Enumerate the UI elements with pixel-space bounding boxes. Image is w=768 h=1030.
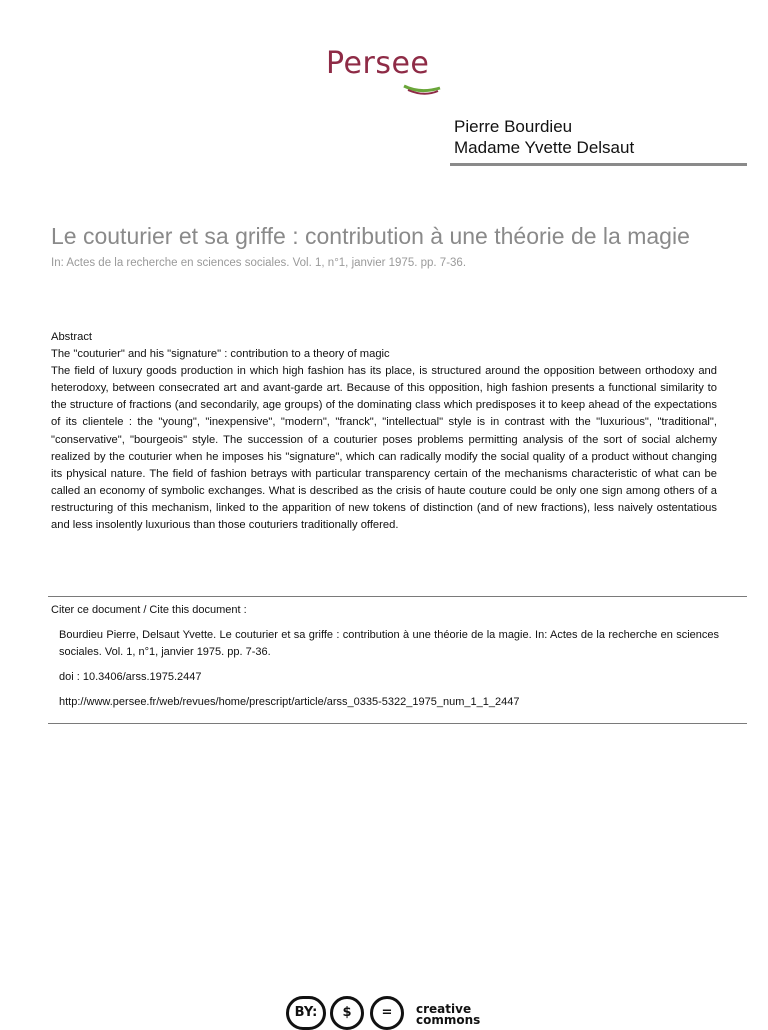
cc-nc-icon: $ (330, 996, 364, 1030)
author-name: Pierre Bourdieu (454, 117, 573, 136)
article-source: In: Actes de la recherche en sciences sociales. Vol. 1, n°1, janvier 1975. pp. 7-36. (51, 257, 467, 269)
creative-commons-license[interactable] (286, 996, 486, 1027)
abstract-subtitle: The "couturier" and his "signature" : contribution to a theory of magic (51, 348, 390, 361)
cc-wordmark-line: creative (416, 1002, 472, 1016)
citation-url[interactable]: http://www.persee.fr/web/revues/home/prescript/article/arss_0335-5322_1975_num_1_1_2447 (59, 696, 520, 708)
author-list (454, 116, 634, 158)
author-divider (450, 163, 747, 166)
persee-logo[interactable] (320, 44, 450, 100)
citation-top-divider (48, 596, 747, 597)
abstract-body: The field of luxury goods production in which high fashion has its place, is structured around the opposition between orthodoxy and heterodoxy, between consecrated art and avant-garde art. Because of this opposition, high fashion presents a functional similarity to the structure of fractions (and secondarily, age groups) of the dominating class which predisposes it to keep ahead of the expectations of its clientele : the "young", "inexpensive", "modern", "franck", "intellectual" style is in contrast with the "luxurious", "traditional", "conservative", "bourgeois" style. The succession of a couturier poses problems permitting analysis of the sort of social alchemy realized by the couturier when he imposes his "signature", which can radically modify the social quality of a product without changing its physical nature. The field of fashion betrays with particular transparency certain of the mechanisms characteristic of what can be called an economy of symbolic exchanges. What is described as the crisis of haute couture could be only one sign among others of a restructuring of this mechanism, linked to the apparition of new tokens of distinction (and of new fractions), less naively ostentatious and less insolently luxurious than those couturiers traditionally offered. (51, 365, 717, 532)
logo-swoosh-icon (320, 44, 450, 100)
citation-doi[interactable]: doi : 10.3406/arss.1975.2447 (59, 671, 202, 683)
article-title: Le couturier et sa griffe : contribution à une théorie de la magie (51, 223, 690, 249)
cc-by-icon: BY: (286, 996, 326, 1030)
abstract-heading: Abstract (51, 331, 93, 343)
cc-wordmark (416, 1004, 480, 1026)
citation-bottom-divider (48, 723, 747, 724)
persee-logo-text: Persee (326, 46, 430, 81)
cc-wordmark-line: commons (416, 1013, 481, 1027)
citation-heading: Citer ce document / Cite this document : (51, 604, 247, 616)
citation-block (59, 627, 719, 719)
abstract-section (51, 329, 717, 534)
author-name: Madame Yvette Delsaut (454, 138, 635, 157)
citation-reference: Bourdieu Pierre, Delsaut Yvette. Le couturier et sa griffe : contribution à une théorie de la magie. In: Actes de la recherche en sciences sociales. Vol. 1, n°1, janvier 1975. pp. 7-36. (59, 629, 719, 658)
cc-nd-icon: = (370, 996, 404, 1030)
